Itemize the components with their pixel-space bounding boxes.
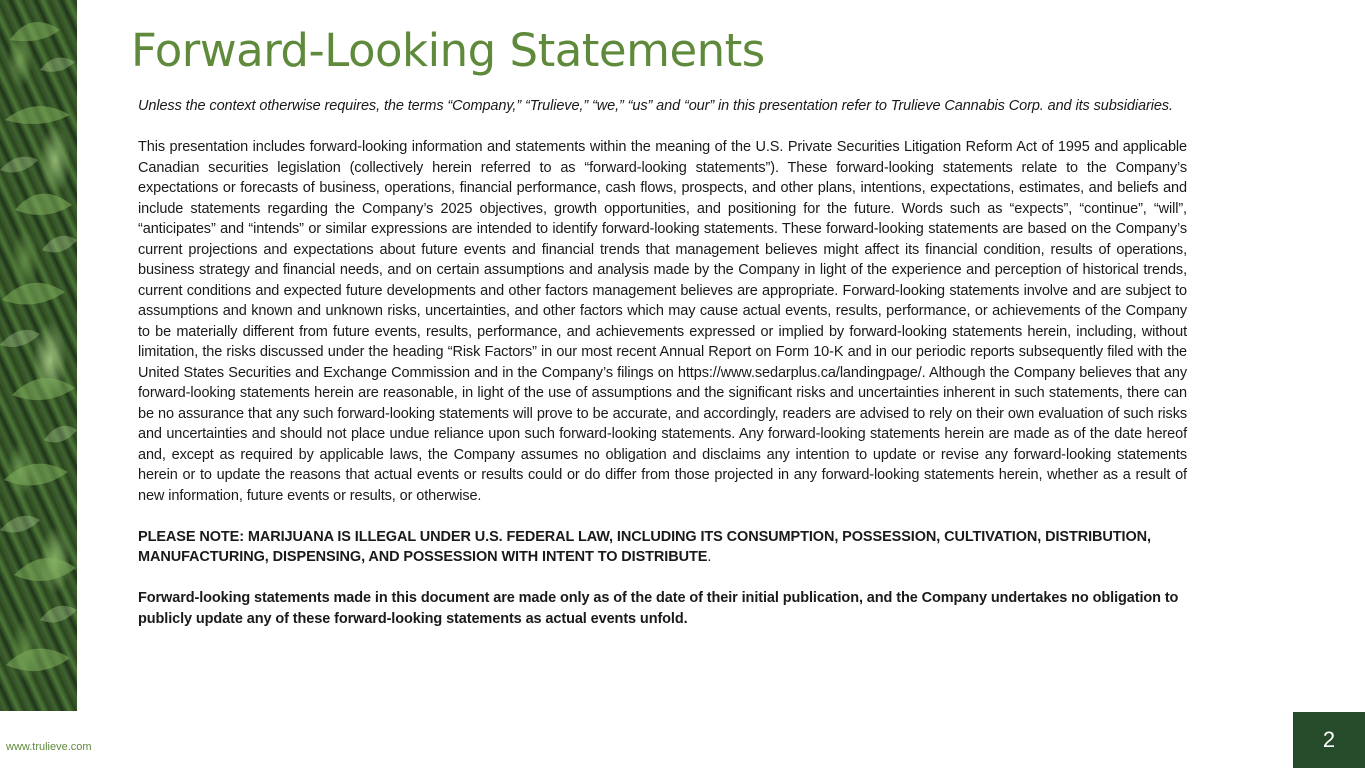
closing-paragraph: Forward-looking statements made in this document are made only as of the date of their initial publication, and the Company undertakes no obligation to publicly update any of these forward-looking statements as actual events unfold. — [138, 590, 1179, 627]
intro-paragraph: Unless the context otherwise requires, the terms “Company,” “Trulieve,” “we,” “us” and “our” in this presentation refer to Trulieve Cannabis Corp. and its subsidiaries. — [138, 98, 1173, 114]
page-number-badge — [1293, 712, 1365, 768]
legal-notice-paragraph — [138, 527, 1187, 568]
cannabis-leaves-image — [0, 0, 77, 711]
page-number: 2 — [1322, 727, 1336, 752]
page-title: Forward-Looking Statements — [131, 24, 765, 77]
footer-website-link[interactable]: www.trulieve.com — [6, 741, 92, 753]
legal-notice-text: PLEASE NOTE: MARIJUANA IS ILLEGAL UNDER U.S. FEDERAL LAW, INCLUDING ITS CONSUMPTION, POSSESSION, CULTIVATION, DISTRIBUTION, MANUFACTURING, DISPENSING, AND POSSESSION WITH INTENT TO DISTRIBUTE — [138, 528, 1151, 565]
forward-looking-paragraph: This presentation includes forward-looking information and statements within the meaning of the U.S. Private Securities Litigation Reform Act of 1995 and applicable Canadian securities legislation (collectively herein referred to as “forward-looking statements”). These forward-looking statements relate to the Company’s expectations or forecasts of business, operations, financial performance, cash flows, prospects, and other plans, intentions, expectations, estimates, and beliefs and include statements regarding the Company’s 2025 objectives, growth opportunities, and positioning for the future. Words such as “expects”, “continue”, “will”, “anticipates” and “intends” or similar expressions are intended to identify forward-looking statements. These forward-looking statements are based on the Company’s current projections and expectations about future events and financial trends that management believes might affect its financial condition, results of operations, business strategy and financial needs, and on certain assumptions and analysis made by the Company in light of the experience and perception of historical trends, current conditions and expected future developments and other factors management believes are appropriate. Forward-looking statements involve and are subject to assumptions and known and unknown risks, uncertainties, and other factors which may cause actual events, results, performance, or achievements of the Company to be materially different from future events, results, performance, and achievements expressed or implied by forward-looking statements herein, including, without limitation, the risks discussed under the heading “Risk Factors” in our most recent Annual Report on Form 10-K and in our periodic reports subsequently filed with the United States Securities and Exchange Commission and in the Company’s filings on https://www.sedarplus.ca/landingpage/. Although the Company believes that any forward-looking statements herein are reasonable, in light of the use of assumptions and the significant risks and uncertainties inherent in such statements, there can be no assurance that any such forward-looking statements will prove to be accurate, and accordingly, readers are advised to rely on their own evaluation of such risks and uncertainties and should not place undue reliance upon such forward-looking statements. Any forward-looking statements herein are made as of the date hereof and, except as required by applicable laws, the Company assumes no obligation and disclaims any intention to update or revise any forward-looking statements herein or to update the reasons that actual events or results could or do differ from those projected in any forward-looking statements herein, whether as a result of new information, future events or results, or otherwise. — [138, 139, 1187, 504]
statement-body — [138, 96, 1187, 650]
legal-notice-period: . — [707, 549, 712, 565]
